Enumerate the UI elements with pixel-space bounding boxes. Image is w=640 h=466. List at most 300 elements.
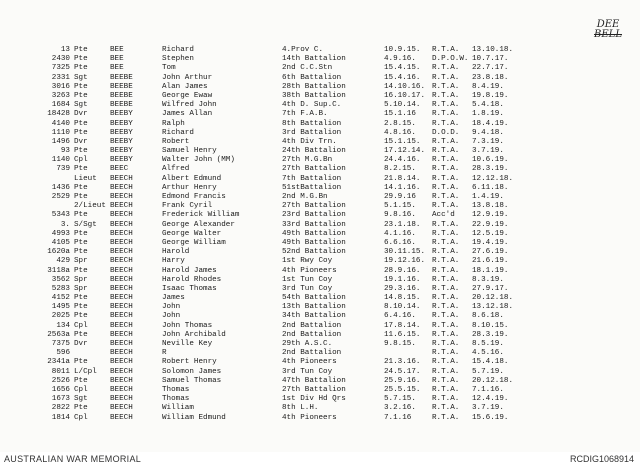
roll-row bbox=[0, 110, 640, 119]
cell-embark-date: 14.1.16. bbox=[384, 183, 421, 192]
cell-service-number: 429 bbox=[56, 257, 70, 266]
cell-fate: R.T.A. bbox=[432, 413, 460, 422]
cell-surname: BEECH bbox=[110, 238, 133, 247]
cell-return-date: 20.12.18. bbox=[472, 294, 514, 303]
cell-service-number: 1673 bbox=[51, 395, 70, 404]
cell-surname: BEEBY bbox=[110, 128, 133, 137]
cell-return-date: 22.9.19. bbox=[472, 220, 509, 229]
cell-given-names: James bbox=[162, 294, 185, 303]
roll-row bbox=[0, 55, 640, 64]
roll-row bbox=[0, 377, 640, 386]
cell-return-date: 13.8.18. bbox=[472, 202, 509, 211]
cell-fate: R.T.A. bbox=[432, 220, 460, 229]
cell-fate: R.T.A. bbox=[432, 266, 460, 275]
cell-return-date: 5.7.19. bbox=[472, 367, 504, 376]
cell-surname: BEEBE bbox=[110, 82, 133, 91]
cell-unit: 13th Battalion bbox=[282, 303, 346, 312]
cell-rank: Spr bbox=[74, 275, 88, 284]
cell-surname: BEECH bbox=[110, 220, 133, 229]
cell-embark-date: 9.8.16. bbox=[384, 211, 416, 220]
cell-surname: BEE bbox=[110, 64, 124, 73]
cell-fate: R.T.A. bbox=[432, 257, 460, 266]
roll-row bbox=[0, 92, 640, 101]
cell-embark-date: 21.3.16. bbox=[384, 358, 421, 367]
cell-rank: Spr bbox=[74, 284, 88, 293]
cell-return-date: 15.6.19. bbox=[472, 413, 509, 422]
cell-unit: 2nd M.G.Bn bbox=[282, 193, 328, 201]
cell-service-number: 2822 bbox=[51, 404, 70, 413]
footer-institution: AUSTRALIAN WAR MEMORIAL bbox=[4, 454, 142, 464]
cell-embark-date: 3.2.16. bbox=[384, 404, 416, 413]
cell-unit: 3rd Tun Coy bbox=[282, 284, 333, 293]
cell-fate: R.T.A. bbox=[432, 321, 460, 330]
cell-fate: R.T.A. bbox=[432, 395, 460, 404]
cell-service-number: 739 bbox=[56, 165, 70, 174]
cell-rank: Pte bbox=[74, 312, 88, 321]
cell-unit: 1st Tun Coy bbox=[282, 275, 333, 284]
cell-return-date: 20.12.18. bbox=[472, 376, 514, 385]
cell-service-number: 5283 bbox=[51, 284, 70, 293]
cell-return-date: 19.4.19. bbox=[472, 238, 509, 247]
cell-unit: 7th F.A.B. bbox=[282, 110, 328, 119]
cell-unit: 33rd Battalion bbox=[282, 220, 346, 229]
cell-unit: 52nd Battalion bbox=[282, 248, 346, 257]
cell-return-date: 12.9.19. bbox=[472, 211, 509, 220]
cell-rank: S/Sgt bbox=[74, 220, 97, 229]
cell-rank: Pte bbox=[74, 376, 88, 385]
cell-rank: Cpl bbox=[74, 156, 88, 165]
cell-embark-date: 14.8.15. bbox=[384, 294, 421, 303]
cell-return-date: 22.7.17. bbox=[472, 64, 509, 73]
cell-surname: BEECH bbox=[110, 183, 133, 192]
cell-rank: Spr bbox=[74, 257, 88, 266]
cell-embark-date: 24.5.17. bbox=[384, 367, 421, 376]
cell-given-names: Frederick William bbox=[162, 211, 240, 220]
roll-row bbox=[0, 175, 640, 184]
cell-rank: L/Cpl bbox=[74, 367, 97, 376]
cell-embark-date: 15.1.16 bbox=[384, 110, 416, 119]
cell-rank: Pte bbox=[74, 211, 88, 220]
cell-given-names: Samuel Henry bbox=[162, 147, 217, 156]
roll-row bbox=[0, 248, 640, 257]
cell-given-names: Thomas bbox=[162, 385, 190, 394]
cell-return-date: 8.3.19. bbox=[472, 275, 504, 284]
cell-given-names: John Archibald bbox=[162, 330, 226, 339]
cell-fate: R.T.A. bbox=[432, 404, 460, 413]
cell-given-names: John Arthur bbox=[162, 73, 213, 82]
cell-embark-date: 17.12.14. bbox=[384, 147, 426, 156]
cell-return-date: 10.6.19. bbox=[472, 156, 509, 165]
cell-service-number: 1620a bbox=[47, 248, 70, 257]
cell-fate: R.T.A. bbox=[432, 73, 460, 82]
cell-given-names: Harold James bbox=[162, 266, 217, 275]
cell-return-date: 1.4.19. bbox=[472, 193, 504, 201]
cell-rank: Pte bbox=[74, 119, 88, 128]
cell-unit: 6th Battalion bbox=[282, 73, 342, 82]
cell-return-date: 5.4.18. bbox=[472, 101, 504, 110]
cell-service-number: 4140 bbox=[51, 119, 70, 128]
cell-unit: 49th Battalion bbox=[282, 238, 346, 247]
cell-rank: Sgt bbox=[74, 395, 88, 404]
cell-service-number: 2526 bbox=[51, 376, 70, 385]
cell-embark-date: 19.12.16. bbox=[384, 257, 426, 266]
cell-embark-date: 25.5.15. bbox=[384, 385, 421, 394]
cell-fate: R.T.A. bbox=[432, 312, 460, 321]
footer-bar bbox=[0, 452, 640, 466]
cell-embark-date: 6.6.16. bbox=[384, 238, 416, 247]
cell-fate: R.T.A. bbox=[432, 229, 460, 238]
cell-surname: BEECH bbox=[110, 266, 133, 275]
cell-return-date: 7.1.16. bbox=[472, 385, 504, 394]
cell-service-number: 1436 bbox=[51, 183, 70, 192]
cell-fate: R.T.A. bbox=[432, 202, 460, 211]
cell-given-names: Harry bbox=[162, 257, 185, 266]
cell-unit: 1st Div Hd Qrs bbox=[282, 395, 346, 404]
cell-fate: R.T.A. bbox=[432, 330, 460, 339]
cell-given-names: Frank Cyril bbox=[162, 202, 213, 211]
cell-surname: BEECH bbox=[110, 211, 133, 220]
cell-return-date: 9.4.18. bbox=[472, 128, 504, 137]
cell-given-names: George Walter bbox=[162, 229, 222, 238]
roll-row bbox=[0, 257, 640, 266]
cell-service-number: 4105 bbox=[51, 238, 70, 247]
cell-service-number: 7325 bbox=[51, 64, 70, 73]
cell-return-date: 15.4.18. bbox=[472, 358, 509, 367]
cell-embark-date: 16.10.17. bbox=[384, 91, 426, 100]
cell-rank: Pte bbox=[74, 91, 88, 100]
cell-surname: BEEC bbox=[110, 165, 129, 174]
roll-row bbox=[0, 294, 640, 303]
cell-embark-date: 19.1.16. bbox=[384, 275, 421, 284]
cell-return-date: 4.5.16. bbox=[472, 349, 504, 358]
cell-given-names: R bbox=[162, 349, 167, 358]
cell-return-date: 1.8.19. bbox=[472, 110, 504, 119]
cell-rank: Pte bbox=[74, 183, 88, 192]
cell-service-number: 3562 bbox=[51, 275, 70, 284]
cell-rank: Pte bbox=[74, 193, 88, 201]
cell-rank: Pte bbox=[74, 294, 88, 303]
cell-return-date: 23.8.18. bbox=[472, 73, 509, 82]
nominal-roll-list bbox=[0, 46, 640, 423]
cell-given-names: George William bbox=[162, 238, 226, 247]
cell-surname: BEEBE bbox=[110, 101, 133, 110]
cell-unit: 2nd C.C.Stn bbox=[282, 64, 333, 73]
cell-surname: BEECH bbox=[110, 367, 133, 376]
cell-fate: R.T.A. bbox=[432, 165, 460, 174]
roll-row bbox=[0, 386, 640, 395]
cell-given-names: Edmond Francis bbox=[162, 193, 226, 201]
roll-row bbox=[0, 322, 640, 331]
cell-rank: Pte bbox=[74, 303, 88, 312]
cell-unit: 4th Pioneers bbox=[282, 358, 337, 367]
cell-rank: Lieut bbox=[74, 174, 97, 183]
cell-fate: R.T.A. bbox=[432, 82, 460, 91]
cell-embark-date: 8.10.14. bbox=[384, 303, 421, 312]
cell-return-date: 6.11.18. bbox=[472, 183, 509, 192]
cell-surname: BEECH bbox=[110, 248, 133, 257]
roll-row bbox=[0, 64, 640, 73]
cell-unit: 2nd Battalion bbox=[282, 321, 342, 330]
cell-fate: R.T.A. bbox=[432, 238, 460, 247]
cell-service-number: 2563a bbox=[47, 330, 70, 339]
cell-fate: R.T.A. bbox=[432, 137, 460, 146]
cell-surname: BEE bbox=[110, 55, 124, 64]
cell-fate: D.O.D. bbox=[432, 128, 460, 137]
cell-unit: 27th Battalion bbox=[282, 165, 346, 174]
roll-row bbox=[0, 239, 640, 248]
cell-surname: BEECH bbox=[110, 395, 133, 404]
footer-record-id: RCDIG1068914 bbox=[569, 454, 634, 464]
cell-return-date: 27.6.19. bbox=[472, 248, 509, 257]
cell-given-names: Isaac Thomas bbox=[162, 284, 217, 293]
cell-fate: R.T.A. bbox=[432, 275, 460, 284]
cell-return-date: 7.3.19. bbox=[472, 137, 504, 146]
cell-fate: R.T.A. bbox=[432, 358, 460, 367]
cell-fate: R.T.A. bbox=[432, 101, 460, 110]
cell-given-names: John Thomas bbox=[162, 321, 213, 330]
cell-service-number: 2025 bbox=[51, 312, 70, 321]
cell-fate: R.T.A. bbox=[432, 294, 460, 303]
cell-embark-date: 29.3.16. bbox=[384, 284, 421, 293]
cell-unit: 7th Battalion bbox=[282, 174, 342, 183]
cell-service-number: 1684 bbox=[51, 101, 70, 110]
cell-unit: 3rd Tun Coy bbox=[282, 367, 333, 376]
roll-row bbox=[0, 230, 640, 239]
cell-return-date: 13.12.18. bbox=[472, 303, 514, 312]
cell-service-number: 7375 bbox=[51, 340, 70, 348]
cell-unit: 47th Battalion bbox=[282, 376, 346, 385]
cell-rank: Dvr bbox=[74, 137, 88, 146]
roll-row bbox=[0, 211, 640, 220]
cell-service-number: 1496 bbox=[51, 137, 70, 146]
cell-given-names: Albert Edmund bbox=[162, 174, 222, 183]
cell-given-names: John bbox=[162, 312, 181, 321]
cell-fate: R.T.A. bbox=[432, 284, 460, 293]
cell-fate: R.T.A. bbox=[432, 193, 460, 201]
cell-surname: BEECH bbox=[110, 303, 133, 312]
cell-surname: BEECH bbox=[110, 174, 133, 183]
cell-surname: BEECH bbox=[110, 202, 133, 211]
cell-embark-date: 15.1.15. bbox=[384, 137, 421, 146]
cell-given-names: Thomas bbox=[162, 395, 190, 404]
cell-rank: Pte bbox=[74, 55, 88, 64]
cell-service-number: 18428 bbox=[47, 110, 70, 119]
cell-service-number: 1140 bbox=[51, 156, 70, 165]
cell-unit: 27th M.G.Bn bbox=[282, 156, 333, 165]
cell-service-number: 1656 bbox=[51, 385, 70, 394]
roll-row bbox=[0, 147, 640, 156]
cell-given-names: Arthur Henry bbox=[162, 183, 217, 192]
roll-row bbox=[0, 120, 640, 129]
roll-row bbox=[0, 193, 640, 202]
cell-fate: R.T.A. bbox=[432, 183, 460, 192]
cell-fate: R.T.A. bbox=[432, 340, 460, 348]
cell-unit: 2nd Battalion bbox=[282, 330, 342, 339]
cell-given-names: Tom bbox=[162, 64, 176, 73]
cell-service-number: 8011 bbox=[51, 367, 70, 376]
cell-embark-date: 5.7.15. bbox=[384, 395, 416, 404]
cell-fate: R.T.A. bbox=[432, 376, 460, 385]
cell-given-names: Harold bbox=[162, 248, 190, 257]
roll-row bbox=[0, 312, 640, 321]
roll-row bbox=[0, 358, 640, 367]
cell-rank: Pte bbox=[74, 46, 88, 54]
cell-unit: 54th Battalion bbox=[282, 294, 346, 303]
cell-fate: Acc'd bbox=[432, 211, 455, 220]
roll-row bbox=[0, 138, 640, 147]
cell-service-number: 2529 bbox=[51, 193, 70, 201]
roll-row bbox=[0, 276, 640, 285]
cell-unit: 4th D. Sup.C. bbox=[282, 101, 342, 110]
cell-service-number: 3118a bbox=[47, 266, 70, 275]
cell-service-number: 13 bbox=[60, 46, 70, 54]
roll-row bbox=[0, 368, 640, 377]
cell-return-date: 8.5.19. bbox=[472, 340, 504, 348]
cell-rank: Pte bbox=[74, 229, 88, 238]
cell-surname: BEECH bbox=[110, 376, 133, 385]
cell-rank: Pte bbox=[74, 128, 88, 137]
cell-rank: Sgt bbox=[74, 101, 88, 110]
cell-embark-date: 23.1.18. bbox=[384, 220, 421, 229]
cell-service-number: 5343 bbox=[51, 211, 70, 220]
cell-service-number: 1110 bbox=[51, 128, 70, 137]
cell-given-names: Alfred bbox=[162, 165, 190, 174]
cell-return-date: 19.8.19. bbox=[472, 91, 509, 100]
cell-embark-date: 6.4.16. bbox=[384, 312, 416, 321]
cell-given-names: Wilfred John bbox=[162, 101, 217, 110]
cell-embark-date: 2.8.15. bbox=[384, 119, 416, 128]
cell-unit: 3rd Battalion bbox=[282, 128, 342, 137]
annotation-struck: BELL bbox=[594, 29, 622, 40]
cell-given-names: Walter John (MM) bbox=[162, 156, 235, 165]
cell-unit: 8th L.H. bbox=[282, 404, 319, 413]
cell-given-names: Stephen bbox=[162, 55, 194, 64]
cell-service-number: 3016 bbox=[51, 82, 70, 91]
cell-surname: BEECH bbox=[110, 404, 133, 413]
roll-row bbox=[0, 202, 640, 211]
cell-given-names: Robert bbox=[162, 137, 190, 146]
cell-service-number: 4152 bbox=[51, 294, 70, 303]
cell-service-number: 134 bbox=[56, 321, 70, 330]
cell-service-number: 2331 bbox=[51, 73, 70, 82]
cell-surname: BEECH bbox=[110, 330, 133, 339]
cell-unit: 24th Battalion bbox=[282, 147, 346, 156]
roll-row bbox=[0, 285, 640, 294]
cell-return-date: 18.1.19. bbox=[472, 266, 509, 275]
cell-return-date: 18.4.19. bbox=[472, 119, 509, 128]
cell-surname: BEECH bbox=[110, 294, 133, 303]
cell-rank: Pte bbox=[74, 238, 88, 247]
cell-unit: 2nd Battalion bbox=[282, 349, 342, 358]
cell-unit: 1st Rwy Coy bbox=[282, 257, 333, 266]
cell-given-names: Samuel Thomas bbox=[162, 376, 222, 385]
cell-embark-date: 4.1.16. bbox=[384, 229, 416, 238]
cell-fate: R.T.A. bbox=[432, 174, 460, 183]
roll-row bbox=[0, 221, 640, 230]
cell-embark-date: 7.1.16 bbox=[384, 413, 412, 422]
cell-surname: BEECH bbox=[110, 413, 133, 422]
cell-fate: R.T.A. bbox=[432, 385, 460, 394]
cell-given-names: Richard bbox=[162, 128, 194, 137]
cell-rank: Dvr bbox=[74, 110, 88, 119]
roll-row bbox=[0, 395, 640, 404]
cell-return-date: 27.9.17. bbox=[472, 284, 509, 293]
cell-return-date: 28.3.19. bbox=[472, 330, 509, 339]
cell-fate: R.T.A. bbox=[432, 46, 460, 54]
cell-fate: R.T.A. bbox=[432, 303, 460, 312]
cell-fate: R.T.A. bbox=[432, 110, 460, 119]
cell-surname: BEECH bbox=[110, 321, 133, 330]
roll-row bbox=[0, 414, 640, 423]
roll-row bbox=[0, 129, 640, 138]
cell-surname: BEECH bbox=[110, 229, 133, 238]
cell-unit: 38th Battalion bbox=[282, 91, 346, 100]
cell-embark-date: 5.10.14. bbox=[384, 101, 421, 110]
cell-embark-date: 4.8.16. bbox=[384, 128, 416, 137]
cell-fate: R.T.A. bbox=[432, 349, 460, 358]
cell-service-number: 2341a bbox=[47, 358, 70, 367]
cell-service-number: 596 bbox=[56, 349, 70, 358]
cell-unit: 14th Battalion bbox=[282, 55, 346, 64]
cell-embark-date: 25.9.16. bbox=[384, 376, 421, 385]
cell-embark-date: 14.10.16. bbox=[384, 82, 426, 91]
cell-unit: 27th Battalion bbox=[282, 202, 346, 211]
cell-surname: BEECH bbox=[110, 358, 133, 367]
cell-given-names: George Alexander bbox=[162, 220, 235, 229]
cell-fate: R.T.A. bbox=[432, 91, 460, 100]
cell-return-date: 21.6.19. bbox=[472, 257, 509, 266]
cell-unit: 29th A.S.C. bbox=[282, 340, 333, 348]
cell-surname: BEECH bbox=[110, 193, 133, 201]
cell-rank: Cpl bbox=[74, 385, 88, 394]
cell-unit: 27th Battalion bbox=[282, 385, 346, 394]
cell-surname: BEECH bbox=[110, 312, 133, 321]
cell-surname: BEEBY bbox=[110, 137, 133, 146]
roll-row bbox=[0, 267, 640, 276]
cell-rank: Pte bbox=[74, 248, 88, 257]
cell-surname: BEE bbox=[110, 46, 124, 54]
cell-given-names: Solomon James bbox=[162, 367, 222, 376]
cell-service-number: 1814 bbox=[51, 413, 70, 422]
cell-return-date: 8.6.18. bbox=[472, 312, 504, 321]
cell-embark-date: 9.8.15. bbox=[384, 340, 416, 348]
cell-fate: R.T.A. bbox=[432, 367, 460, 376]
cell-given-names: Richard bbox=[162, 46, 194, 54]
cell-given-names: John bbox=[162, 303, 181, 312]
roll-row bbox=[0, 404, 640, 413]
cell-return-date: 3.7.19. bbox=[472, 147, 504, 156]
cell-embark-date: 4.9.16. bbox=[384, 55, 416, 64]
cell-embark-date: 5.1.15. bbox=[384, 202, 416, 211]
cell-unit: 4.Prov C. bbox=[282, 46, 324, 54]
cell-service-number: 4993 bbox=[51, 229, 70, 238]
cell-given-names: Alan James bbox=[162, 82, 208, 91]
cell-unit: 28th Battalion bbox=[282, 82, 346, 91]
cell-unit: 34th Battalion bbox=[282, 312, 346, 321]
cell-given-names: Neville Key bbox=[162, 340, 213, 348]
cell-embark-date: 21.8.14. bbox=[384, 174, 421, 183]
cell-service-number: 3. bbox=[60, 220, 70, 229]
cell-unit: 4th Div Trn. bbox=[282, 137, 337, 146]
cell-surname: BEEBY bbox=[110, 119, 133, 128]
cell-fate: R.T.A. bbox=[432, 119, 460, 128]
handwritten-annotation bbox=[588, 20, 628, 40]
cell-surname: BEECH bbox=[110, 340, 133, 348]
cell-given-names: William bbox=[162, 404, 194, 413]
roll-row bbox=[0, 340, 640, 349]
cell-service-number: 2430 bbox=[51, 55, 70, 64]
cell-surname: BEEBY bbox=[110, 147, 133, 156]
